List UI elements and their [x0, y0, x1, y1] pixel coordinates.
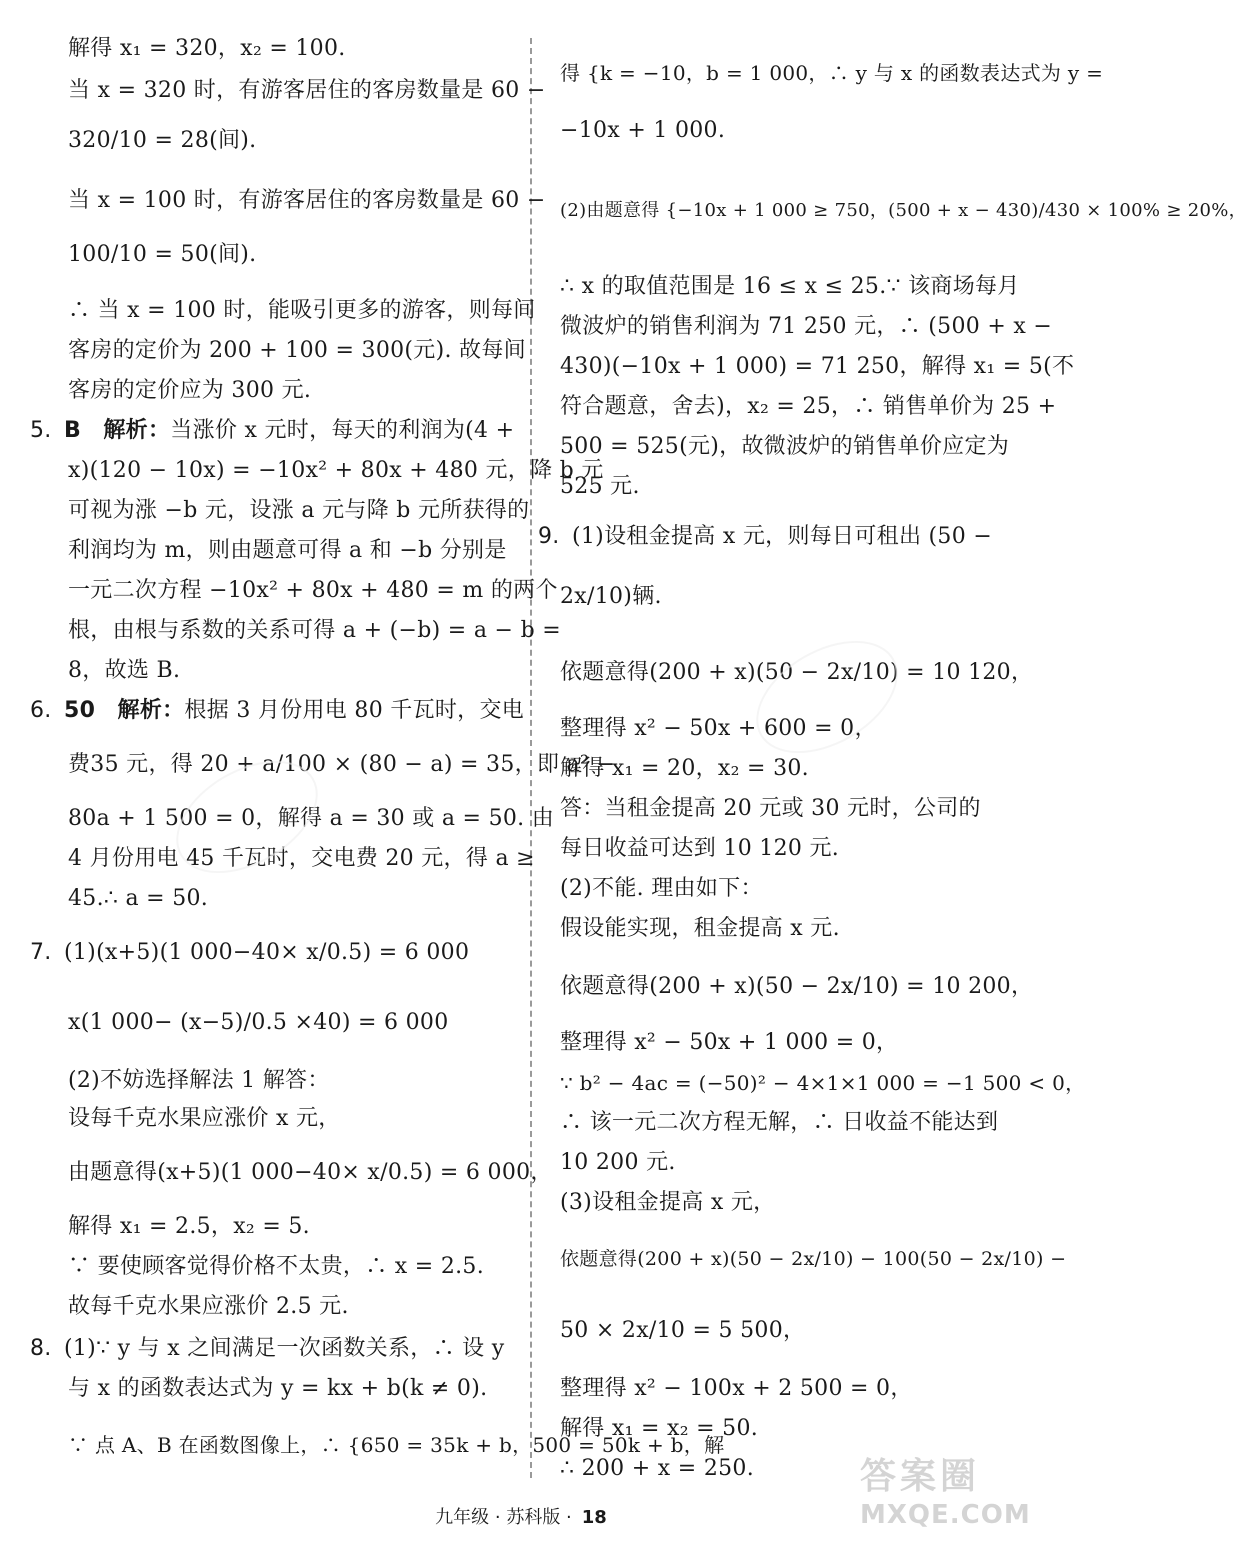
text-line: 得 {k = −10，b = 1 000，∴ y 与 x 的函数表达式为 y =	[560, 61, 1104, 85]
text-line: 解得 x₁ = 2.5，x₂ = 5.	[68, 1214, 310, 1239]
question-number: 6.	[30, 698, 52, 723]
answer-tag: B 解析：	[64, 418, 171, 443]
text-line: 费35 元，得 20 + a/100 × (80 − a) = 35，即 a² −	[68, 752, 616, 777]
text-line: 每日收益可达到 10 120 元.	[560, 836, 840, 861]
text-line: 依题意得(200 + x)(50 − 2x/10) = 10 120，	[560, 660, 1034, 685]
text-line: 525 元.	[560, 474, 640, 499]
text-line: ∴ 200 + x = 250.	[560, 1456, 755, 1481]
text-line: (3)设租金提高 x 元，	[560, 1190, 776, 1215]
watermark-logo	[860, 1455, 1035, 1540]
question-8: 8. (1)∵ y 与 x 之间满足一次函数关系，∴ 设 y	[30, 1334, 505, 1364]
text-line: x)(120 − 10x) = −10x² + 80x + 480 元，降 b 元	[68, 458, 604, 483]
text-line: 当 x = 320 时，有游客居住的客房数量是 60 −	[68, 78, 546, 103]
page-number: 18	[581, 1507, 607, 1528]
text-line: 客房的定价为 200 + 100 = 300(元). 故每间	[68, 338, 526, 363]
question-6: 6. 50 解析：根据 3 月份用电 80 千瓦时，交电	[30, 696, 524, 726]
text-line: 答：当租金提高 20 元或 30 元时，公司的	[560, 796, 981, 821]
text-line: ∴ x 的取值范围是 16 ≤ x ≤ 25.∵ 该商场每月	[560, 274, 1020, 299]
question-number: 8.	[30, 1336, 52, 1361]
text-line: 可视为涨 −b 元，设涨 a 元与降 b 元所获得的	[68, 498, 530, 523]
watermark-stamp	[737, 618, 917, 776]
text-line: 320/10 = 28(间).	[68, 128, 257, 153]
text-line: 解得 x₁ = x₂ = 50.	[560, 1416, 759, 1441]
text-line: 8，故选 B.	[68, 658, 181, 683]
text-line: 依题意得(200 + x)(50 − 2x/10) = 10 200，	[560, 974, 1034, 999]
text-line: 微波炉的销售利润为 71 250 元，∴ (500 + x −	[560, 314, 1053, 339]
text-line: −10x + 1 000.	[560, 118, 726, 143]
text-line: 当 x = 100 时，有游客居住的客房数量是 60 −	[68, 188, 546, 213]
text-line: 45.∴ a = 50.	[68, 886, 209, 911]
text-line: 依题意得(200 + x)(50 − 2x/10) − 100(50 − 2x/10) −	[560, 1248, 1067, 1270]
text-line: 解得 x₁ = 20，x₂ = 30.	[560, 756, 809, 781]
answer-tag: 50 解析：	[64, 698, 185, 723]
text-line: 客房的定价应为 300 元.	[68, 378, 312, 403]
text-line: 一元二次方程 −10x² + 80x + 480 = m 的两个	[68, 578, 558, 603]
text-line: 根，由根与系数的关系可得 a + (−b) = a − b =	[68, 618, 561, 643]
text-line: 整理得 x² − 50x + 600 = 0，	[560, 716, 877, 741]
text-line: 故每千克水果应涨价 2.5 元.	[68, 1294, 349, 1319]
text-line: 整理得 x² − 50x + 1 000 = 0，	[560, 1030, 899, 1055]
question-7: 7. (1)(x+5)(1 000−40× x/0.5) = 6 000	[30, 938, 469, 968]
logo-line2: MXQE.COM	[860, 1500, 1031, 1530]
question-9: 9. (1)设租金提高 x 元，则每日可租出 (50 −	[538, 522, 992, 552]
text-line: ∵ 点 A、B 在函数图像上，∴ {650 = 35k + b，500 = 50k + b，解	[68, 1433, 725, 1457]
text-line: 430)(−10x + 1 000) = 71 250，解得 x₁ = 5(不	[560, 354, 1075, 379]
text-line: 由题意得(x+5)(1 000−40× x/0.5) = 6 000，	[68, 1160, 553, 1185]
text-line: ∴ 当 x = 100 时，能吸引更多的游客，则每间	[68, 298, 536, 323]
text-line: 100/10 = 50(间).	[68, 242, 257, 267]
text-line: 50 × 2x/10 = 5 500，	[560, 1318, 806, 1343]
text-line: 设每千克水果应涨价 x 元，	[68, 1106, 341, 1131]
text-line: 解得 x₁ = 320，x₂ = 100.	[68, 36, 346, 61]
text-line: ∵ 要使顾客觉得价格不太贵，∴ x = 2.5.	[68, 1254, 484, 1279]
text-line: 80a + 1 500 = 0，解得 a = 30 或 a = 50. 由	[68, 806, 555, 831]
question-number: 9.	[538, 524, 560, 549]
text-line: ∴ 该一元二次方程无解，∴ 日收益不能达到	[560, 1110, 999, 1135]
text-line: 500 = 525(元)，故微波炉的销售单价应定为	[560, 434, 1010, 459]
question-number: 5.	[30, 418, 52, 443]
text-line: 假设能实现，租金提高 x 元.	[560, 916, 840, 941]
text-line: (2)由题意得 {−10x + 1 000 ≥ 750，(500 + x − 430)/430 × 100% ≥ 20%，	[560, 200, 1247, 221]
text-line: 4 月份用电 45 千瓦时，交电费 20 元，得 a ≥	[68, 846, 535, 871]
question-5: 5. B 解析：当涨价 x 元时，每天的利润为(4 +	[30, 416, 514, 446]
logo-line1: 答案圈	[860, 1456, 981, 1497]
text-line: 与 x 的函数表达式为 y = kx + b(k ≠ 0).	[68, 1376, 488, 1401]
text-line: x(1 000− (x−5)/0.5 ×40) = 6 000	[68, 1010, 449, 1035]
footer-grade: 九年级 · 苏科版 ·	[435, 1507, 572, 1528]
text-line: (2)不妨选择解法 1 解答：	[68, 1068, 330, 1093]
text-line: 利润均为 m，则由题意可得 a 和 −b 分别是	[68, 538, 507, 563]
text-line: 10 200 元.	[560, 1150, 676, 1175]
text-line: (2)不能. 理由如下：	[560, 876, 763, 901]
question-number: 7.	[30, 940, 52, 965]
text-line: 符合题意，舍去)，x₂ = 25，∴ 销售单价为 25 +	[560, 394, 1057, 419]
text-line: 整理得 x² − 100x + 2 500 = 0，	[560, 1376, 913, 1401]
text-line: 2x/10)辆.	[560, 584, 662, 609]
text-line: ∵ b² − 4ac = (−50)² − 4×1×1 000 = −1 500 < 0，	[560, 1071, 1086, 1095]
